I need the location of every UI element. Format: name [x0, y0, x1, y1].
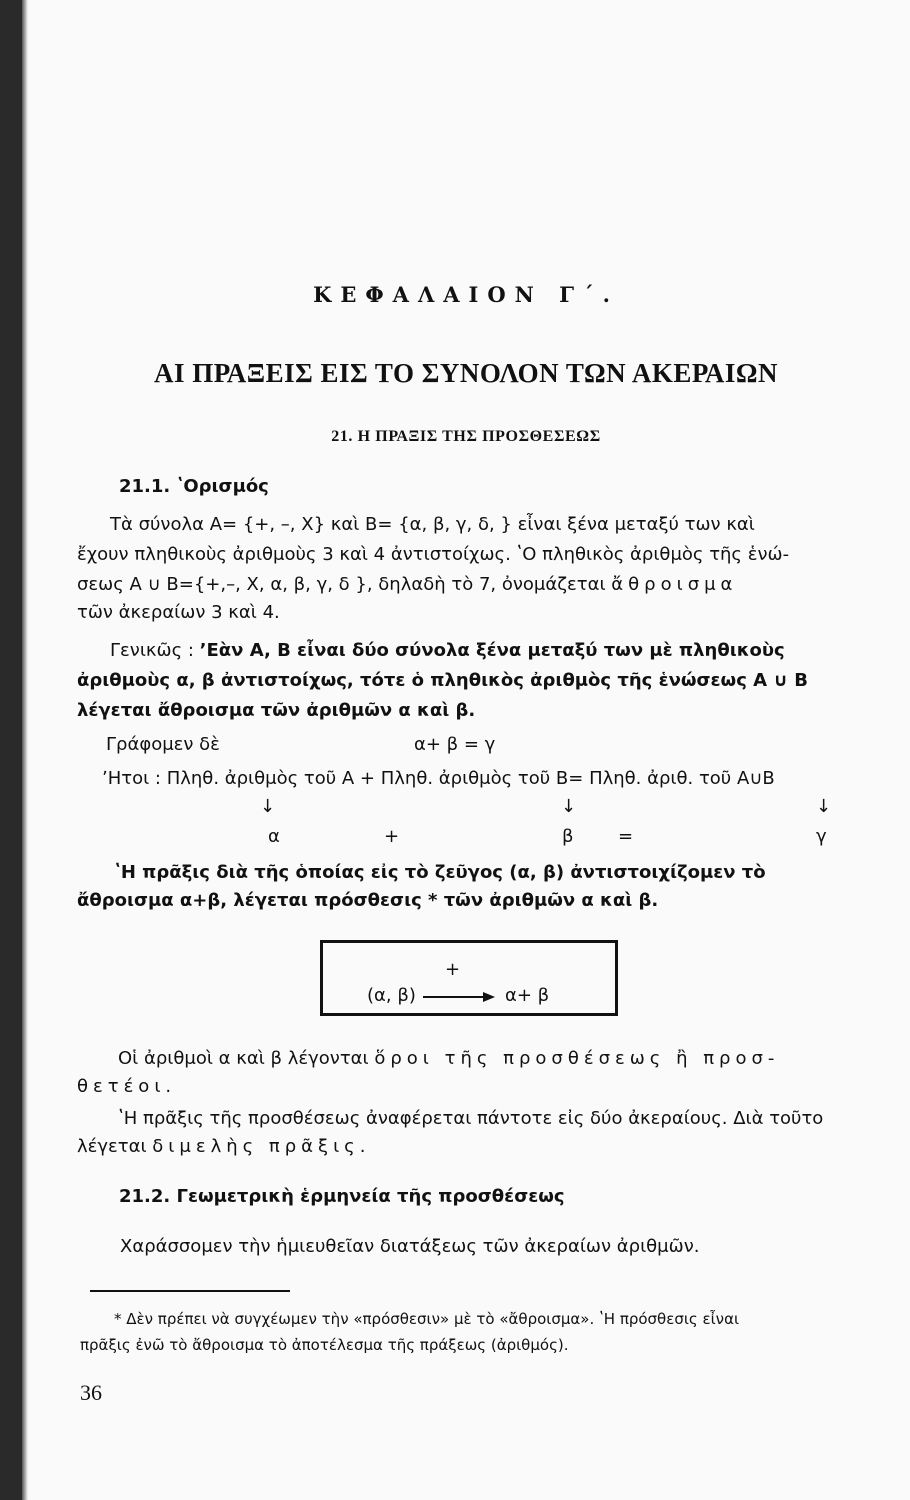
down-arrow-icon: ↓	[561, 796, 577, 817]
term-dimelis: διμελὴς πρᾶξις.	[152, 1136, 371, 1157]
operation-symbol: +	[445, 959, 461, 980]
text-span: σεως A ∪ B={+,–, X, α, β, γ, δ }, δηλαδὴ τὸ 7, ὀνομάζεται	[77, 574, 612, 595]
subsection-heading-definition: 21.1. ʽΟρισμός	[119, 476, 269, 497]
paragraph-line	[77, 1136, 370, 1157]
term-oroi: ὅροι τῆς προσθέσεως ἢ προσ-	[374, 1048, 780, 1069]
down-arrow-icon: ↓	[816, 796, 832, 817]
map-gamma: γ	[816, 826, 827, 847]
footnote-divider	[90, 1290, 290, 1292]
subsection-heading-geometric: 21.2. Γεωμετρικὴ ἑρμηνεία τῆς προσθέσεως	[119, 1186, 565, 1207]
paragraph-line	[77, 574, 737, 595]
explanation-line: ʼΗτοι : Πληθ. ἀριθμὸς τοῦ A + Πληθ. ἀριθμὸς τοῦ B= Πληθ. ἀριθ. τοῦ A∪B	[102, 768, 775, 789]
definition-text: ἄθροισμα α+β, λέγεται πρόσθεσις * τῶν ἀριθμῶν α καὶ β.	[77, 890, 659, 911]
map-plus: +	[384, 826, 400, 847]
chapter-heading: ΚΕΦΑΛΑΙΟΝ Γ΄.	[313, 282, 619, 307]
pair-label: (α, β)	[367, 985, 416, 1006]
map-beta: β	[562, 826, 574, 847]
general-label: Γενικῶς :	[110, 640, 200, 661]
term-prosthetoi: θετέοι.	[77, 1076, 177, 1097]
write-label: Γράφομεν δὲ	[106, 734, 220, 755]
mapping-arrow-line	[423, 996, 485, 998]
map-alpha: α	[268, 826, 280, 847]
paragraph-line: ἔχουν πληθικοὺς ἀριθμοὺς 3 καὶ 4 ἀντιστοίχως. ʽΟ πληθικὸς ἀριθμὸς τῆς ἑνώ-	[77, 544, 790, 565]
book-page	[22, 0, 910, 1500]
terms-line	[118, 1048, 779, 1069]
section-title: 21. Η ΠΡΑΞΙΣ ΤΗΣ ΠΡΟΣΘΕΣΕΩΣ	[331, 428, 601, 445]
rule-text: λέγεται ἄθροισμα τῶν ἀριθμῶν α καὶ β.	[77, 700, 476, 721]
paragraph-line: Χαράσσομεν τὴν ἡμιευθεῖαν διατάξεως τῶν ἀκεραίων ἀριθμῶν.	[120, 1236, 700, 1257]
page-number: 36	[80, 1380, 102, 1405]
definition-text: ʽΗ πρᾶξις διὰ τῆς ὁποίας εἰς τὸ ζεῦγος (α, β) ἀντιστοιχίζομεν τὸ	[114, 862, 766, 883]
sum-label: α+ β	[505, 985, 550, 1006]
paragraph-line: τῶν ἀκεραίων 3 καὶ 4.	[77, 602, 280, 623]
down-arrow-icon: ↓	[260, 796, 276, 817]
term-athroisma: ἄθροισμα	[611, 574, 738, 595]
general-rule-line	[110, 640, 785, 661]
footnote-text: * Δὲν πρέπει νὰ συγχέωμεν τὴν «πρόσθεσιν» μὲ τὸ «ἄθροισμα». ʽΗ πρόσθεσις εἶναι	[114, 1310, 740, 1328]
text-span: λέγεται	[77, 1136, 153, 1157]
rule-text: ʼΕὰν A, B εἶναι δύο σύνολα ξένα μεταξύ των μὲ πληθικοὺς	[199, 640, 785, 661]
text-span: Οἱ ἀριθμοὶ α καὶ β λέγονται	[118, 1048, 375, 1069]
addition-mapping-box	[320, 940, 618, 1016]
chapter-title: ΑΙ ΠΡΑΞΕΙΣ ΕΙΣ ΤΟ ΣΥΝΟΛΟΝ ΤΩΝ ΑΚΕΡΑΙΩΝ	[154, 358, 778, 388]
arrow-right-icon	[483, 992, 495, 1002]
map-equals: =	[618, 826, 634, 847]
paragraph-line: Τὰ σύνολα A= {+, –, X} καὶ B= {α, β, γ, δ, } εἶναι ξένα μεταξύ των καὶ	[110, 514, 755, 535]
footnote-text: πρᾶξις ἐνῶ τὸ ἄθροισμα τὸ ἀποτέλεσμα τῆς πράξεως (ἀριθμός).	[80, 1336, 569, 1354]
rule-text: ἀριθμοὺς α, β ἀντιστοίχως, τότε ὁ πληθικὸς ἀριθμὸς τῆς ἑνώσεως A ∪ B	[77, 670, 808, 691]
formula-sum: α+ β = γ	[414, 734, 496, 755]
paragraph-line: ʽΗ πρᾶξις τῆς προσθέσεως ἀναφέρεται πάντοτε εἰς δύο ἀκεραίους. Διὰ τοῦτο	[118, 1108, 824, 1129]
